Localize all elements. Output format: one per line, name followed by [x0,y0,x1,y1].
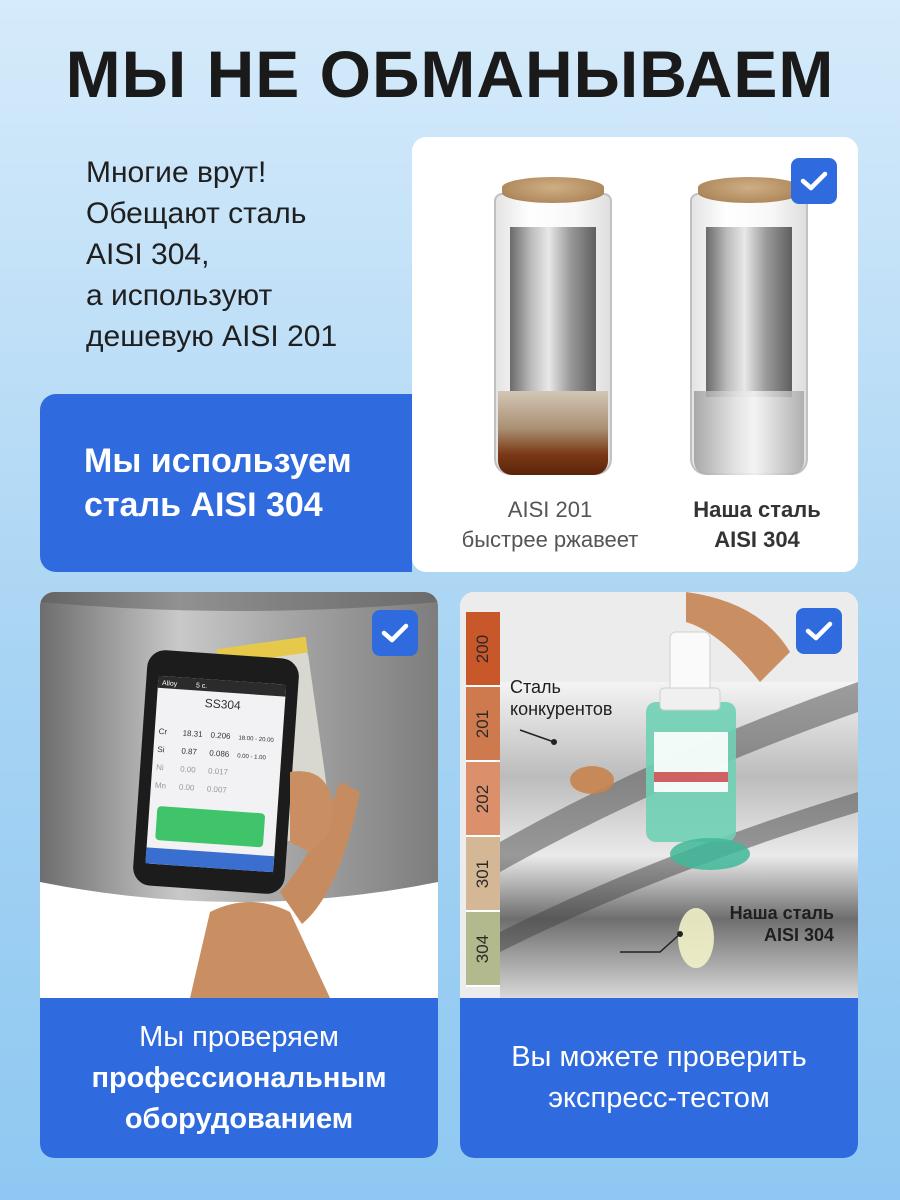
caption-line: Вы можете проверить [511,1041,807,1073]
scale-swatch [466,762,500,837]
label-line: AISI 304 [763,925,834,945]
label-line: Наша сталь [729,903,834,923]
intro-text [86,152,406,357]
scale-swatch [466,687,500,762]
device-tab-time: 5 с. [195,682,208,691]
caption-line-bold: профессиональным [91,1061,387,1094]
intro-line: Обещают сталь [86,197,307,230]
row-el: Cr [158,726,168,737]
device-grade: SS304 [204,696,242,713]
row-val: 0.00 [179,764,196,775]
check-icon [372,610,418,656]
label-line: Сталь [510,677,561,697]
express-test-card [460,592,858,1158]
intro-line: Многие врут! [86,156,267,189]
claim-line: Мы используем [84,442,352,480]
scale-swatch [466,912,500,987]
caption-line: AISI 304 [714,527,800,552]
row-err: 0.017 [207,766,229,777]
aisi304-caption [664,495,850,555]
row-el: Si [157,744,165,755]
rusted-jar-image [494,177,612,477]
test-caption [460,998,858,1158]
row-val: 18.31 [182,728,203,739]
scale-label: 201 [473,709,492,738]
color-scale [466,612,500,987]
caption-line: быстрее ржавеет [461,527,639,552]
scale-label: 202 [473,784,492,813]
caption-line: экспресс-тестом [548,1082,770,1114]
intro-line: а используют [86,279,273,312]
scale-label: 304 [473,934,492,963]
row-range: 0.00 - 1.00 [236,753,266,762]
scale-label: 301 [473,859,492,888]
scale-label: 200 [473,634,492,663]
our-steel-label [730,902,834,946]
jar-comparison-panel [412,137,858,572]
clean-jar-image [690,177,808,477]
row-val: 0.00 [178,782,195,793]
row-el: Ni [155,762,165,773]
claim-line: сталь AISI 304 [84,486,323,524]
equipment-caption [40,998,438,1158]
caption-line: Мы проверяем [139,1020,339,1053]
scale-swatch [466,612,500,687]
intro-line: дешевую AISI 201 [86,320,338,353]
competitors-label [510,676,612,720]
row-el: Mn [154,780,167,791]
scale-swatch [466,837,500,912]
check-icon [791,158,837,204]
intro-line: AISI 304, [86,238,210,271]
page-title: МЫ НЕ ОБМАНЫВАЕМ [65,37,835,111]
row-err: 0.206 [210,730,231,741]
check-icon [796,608,842,654]
caption-line: AISI 201 [507,497,593,522]
label-line: конкурентов [510,699,613,719]
row-err: 0.007 [206,784,228,795]
caption-line: Наша сталь [693,497,821,522]
row-val: 0.87 [181,746,198,757]
equipment-card [40,592,438,1158]
device-tab-alloy: Alloy [161,680,178,689]
claim-banner [40,394,412,572]
row-range: 18.00 - 20.00 [238,735,274,744]
caption-line-bold: оборудованием [124,1102,354,1135]
aisi201-caption [430,495,670,555]
row-err: 0.086 [208,748,230,759]
